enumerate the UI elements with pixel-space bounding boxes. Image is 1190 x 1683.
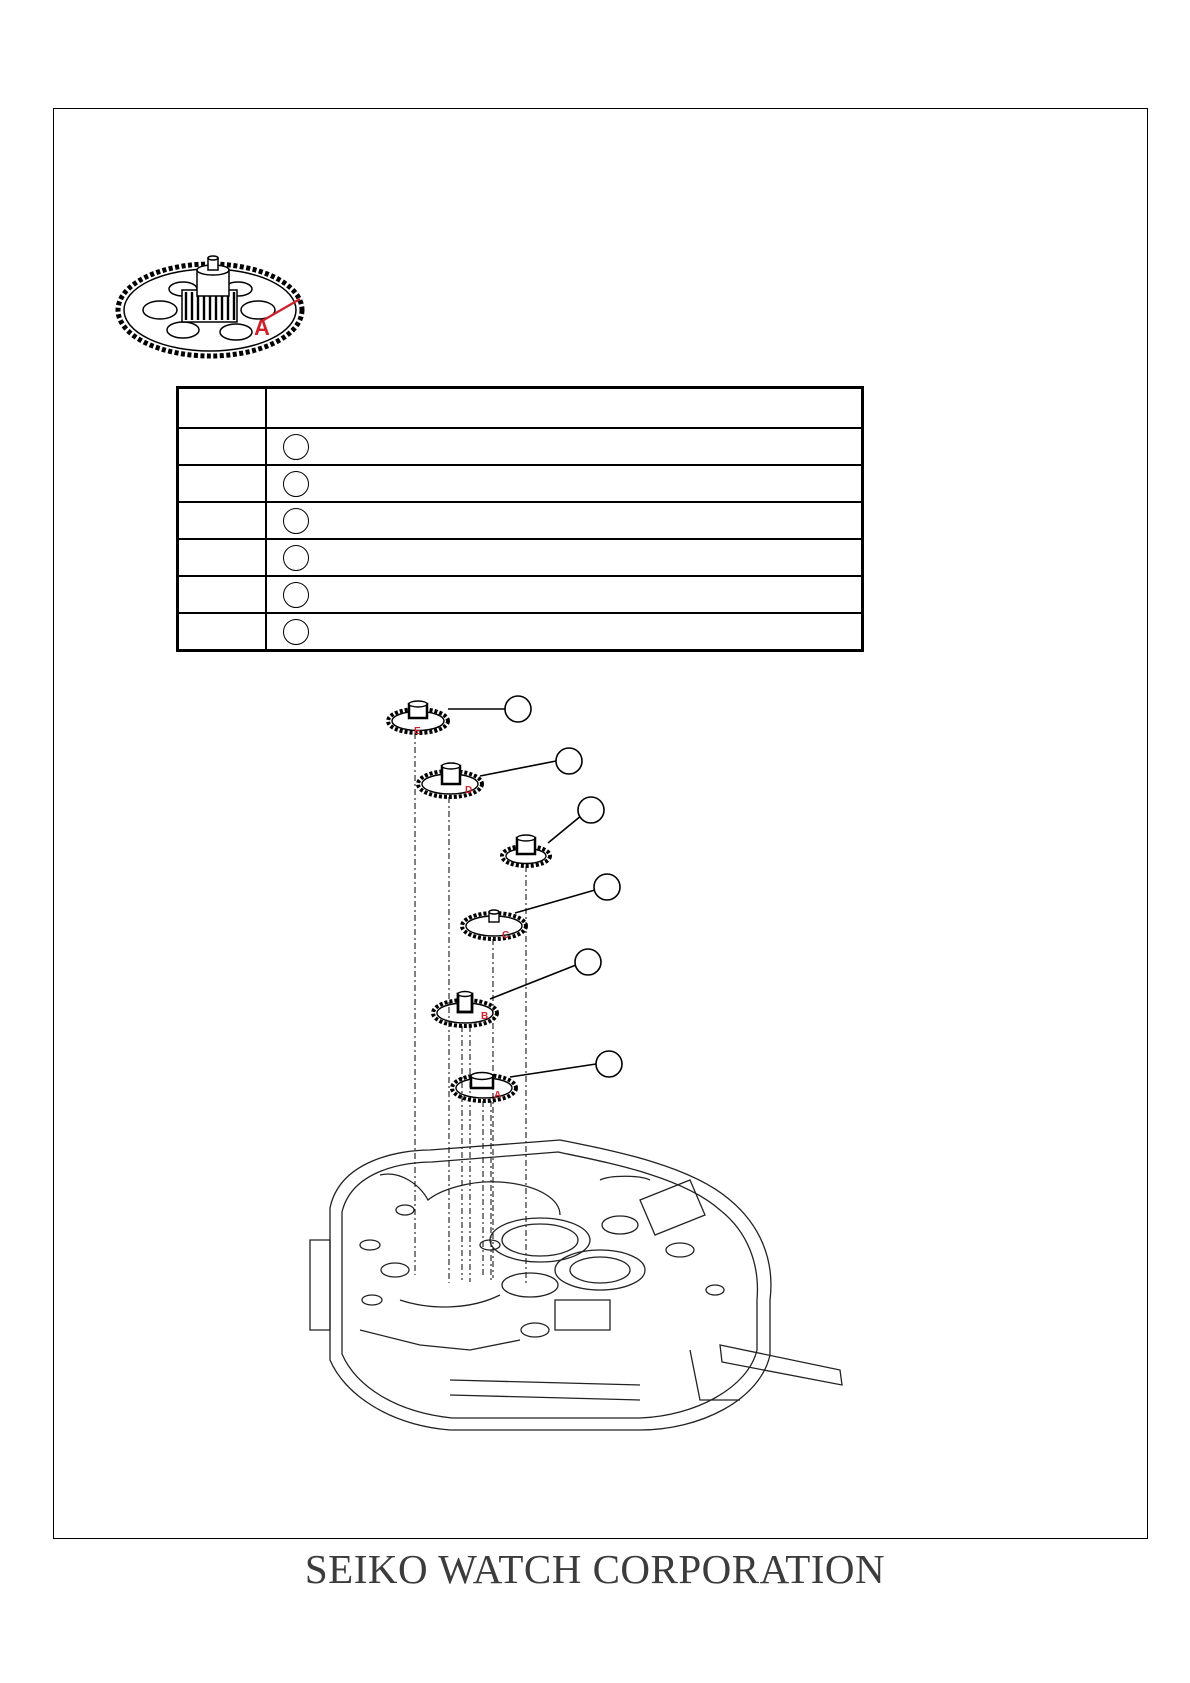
parts-table: [176, 386, 864, 652]
exploded-gear-d: [418, 763, 482, 797]
row-no-cell: [178, 539, 267, 576]
row-no-cell: [178, 613, 267, 651]
row-no-cell: [178, 576, 267, 613]
gear-b-letter: B: [481, 1011, 489, 1022]
gear-e-letter: E: [414, 726, 421, 737]
table-header-row: [178, 388, 863, 429]
callout-circle-6: [596, 1051, 622, 1077]
row-part-cell: [266, 576, 863, 613]
row-part-cell: [266, 428, 863, 465]
row-part-cell: [266, 539, 863, 576]
reference-gear-illustration: [118, 256, 302, 356]
callout-circle-2: [556, 748, 582, 774]
table-row: [178, 428, 863, 465]
table-row: [178, 502, 863, 539]
gear-a-letter: A: [494, 1090, 502, 1101]
callout-circle-4: [594, 874, 620, 900]
header-no-cell: [178, 388, 267, 429]
row-part-cell: [266, 613, 863, 651]
gear-d-letter: D: [465, 785, 473, 796]
callout-circle: [283, 619, 309, 645]
company-footer: SEIKO WATCH CORPORATION: [304, 1546, 886, 1592]
row-no-cell: [178, 502, 267, 539]
table-row: [178, 576, 863, 613]
callout-circle: [283, 582, 309, 608]
callout-circle-5: [575, 949, 601, 975]
callout-circle: [283, 471, 309, 497]
callout-circle: [283, 508, 309, 534]
callout-circle-1: [505, 696, 531, 722]
marker-a-label: A: [254, 315, 270, 340]
table-row: [178, 539, 863, 576]
exploded-gear-c: [462, 910, 526, 939]
table-row: [178, 465, 863, 502]
callout-circle-3: [578, 797, 604, 823]
header-part-cell: [266, 388, 863, 429]
exploded-pinion-gear: [502, 835, 550, 866]
row-part-cell: [266, 502, 863, 539]
table-row: [178, 613, 863, 651]
movement-base: [310, 1140, 842, 1430]
callout-circle: [283, 545, 309, 571]
row-no-cell: [178, 465, 267, 502]
row-no-cell: [178, 428, 267, 465]
gear-c-letter: C: [502, 930, 510, 941]
row-part-cell: [266, 465, 863, 502]
callout-circle: [283, 434, 309, 460]
